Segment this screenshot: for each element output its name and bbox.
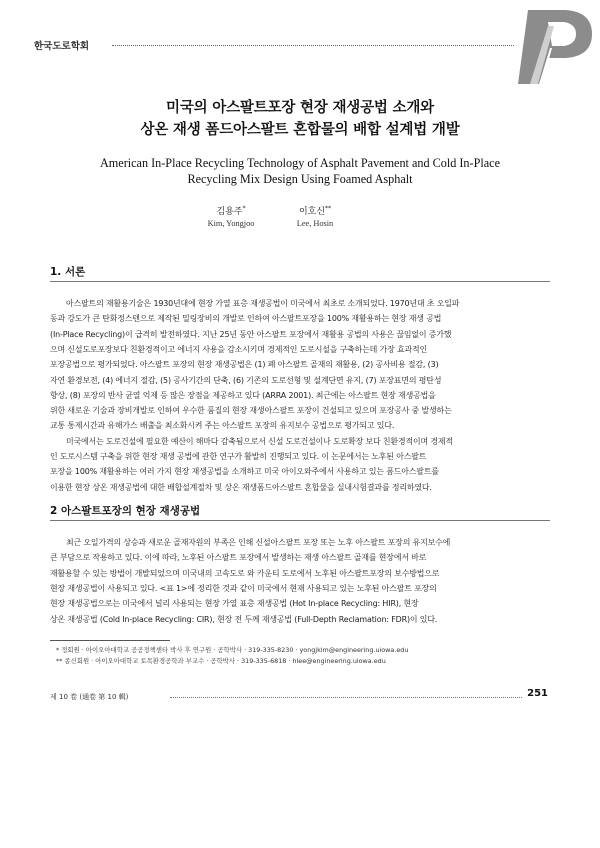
section-2-heading: 2 아스팔트포장의 현장 재생공법 xyxy=(50,505,201,517)
footnote-rule xyxy=(50,640,170,641)
author-2-english-name: Lee, Hosin xyxy=(296,219,334,228)
body-text-line: 교통 통제시간과 유해가스 배출을 최소화시켜 주는 아스팔트 포장의 유지보수 공법으로 평가되고 있다. xyxy=(50,421,395,431)
journal-society-name: 한국도로학회 xyxy=(34,41,90,52)
english-title-line-2: Recycling Mix Design Using Foamed Asphalt xyxy=(187,172,413,186)
author-1-english-name: Kim, Yongjoo xyxy=(207,219,255,228)
body-text-line: 포장을 100% 재활용하는 여러 가지 현장 재생공법을 소개하고 미국 아이오와주에서 사용하고 있는 폼드아스팔트를 xyxy=(50,467,439,477)
footer-dotted-rule xyxy=(170,697,522,698)
body-text-line: 미국에서는 도로건설에 필요한 예산이 해마다 감축됨으로서 신설 도로건설이나 도로확장 보다 친환경적이며 경제적 xyxy=(66,436,453,446)
header-dotted-rule xyxy=(112,45,514,46)
author-1-footnote-mark: * xyxy=(242,205,246,212)
section-1-rule xyxy=(50,281,550,282)
body-text-line: 아스팔트의 재활용기술은 1930년대에 현장 가열 표층 재생공법이 미국에서 최초로 소개되었다. 1970년대 초 오일파 xyxy=(66,299,460,308)
author-2-footnote-mark: ** xyxy=(325,205,332,212)
section-2-rule xyxy=(50,520,550,521)
body-text-line: 현장 재생공법이 사용되고 있다. <표 1>에 정리한 것과 같이 미국에서 현재 사용되고 있는 노후된 아스팔트 포장의 xyxy=(50,583,437,593)
body-text-line: 이용한 현장 상온 재생공법에 대한 배합설계절차 및 상온 재생폼드아스팔트 혼합물을 실내시험결과를 정리하였다. xyxy=(50,482,432,492)
body-text-line: 큰 부담으로 작용하고 있다. 이에 따라, 노후된 아스팔트 포장에서 발생하는 재생 아스팔트 골재를 현장에서 바로 xyxy=(50,553,427,563)
body-text-line: 동과 강도가 큰 탄화정스텐으로 제작된 밀링장비의 개발로 인하여 아스팔트포장을 100% 재활용하는 현장 재생 공법 xyxy=(50,314,442,324)
korean-title-line-1: 미국의 아스팔트포장 현장 재생공법 소개와 xyxy=(166,100,434,116)
body-text-line: 최근 오일가격의 상승과 새로운 골재자원의 부족은 인해 신설아스팔트 포장 또는 노후 아스팔트 포장의 유지보수에 xyxy=(66,538,451,547)
footnote-author-2: ** 종신회원 · 아이오아대학교 토목환경공학과 부교수 · 공학박사 · 319-335-6818 · hlee@engineering.uiowa.edu xyxy=(56,657,386,665)
author-2-korean-name: 이호신 xyxy=(298,207,326,217)
body-text-line: 위한 새로운 기술과 장비개발로 인하여 우수한 품질의 현장 재생아스팔트 포장이 건설되고 있으며 포장공사 중 발생하는 xyxy=(50,406,452,416)
journal-logo-icon xyxy=(508,4,600,86)
body-text-line: 현장 재생공법으로는 미국에서 널리 사용되는 현장 가열 표층 재생공법 (Hot In-place Recycling: HIR), 현장 xyxy=(50,599,419,609)
author-2 xyxy=(270,204,360,228)
body-text-line: 상온 재생공법 (Cold In-place Recycling: CIR), 현장 전 두께 재생공법 (Full-Depth Reclamation: FDR)이 있다. xyxy=(50,614,438,624)
korean-title-line-2: 상온 재생 폼드아스팔트 혼합물의 배합 설계법 개발 xyxy=(140,122,460,138)
body-text-line: 으며 신설도로포장보다 친환경적이고 에너지 사용을 감소시키며 경제적인 도로시설을 구축하는데 가장 효과적인 xyxy=(50,344,428,354)
author-1-korean-name: 김용주 xyxy=(216,207,243,217)
body-text-line: (In-Place Recycling)이 급격히 발전하였다. 지난 25년 동안 아스팔트 포장에서 재활용 공법의 사용은 끊임없이 증가했 xyxy=(50,329,452,339)
body-text-line: 향상, (8) 포장의 반사 균열 억제 등 많은 장점을 제공하고 있다 (ARRA 2001). 최근에는 아스팔트 현장 재생공법을 xyxy=(50,390,436,400)
body-text-line: 재활용할 수 있는 방법이 개발되었으며 미국내의 고속도로 와 카운티 도로에서 노후된 아스팔트포장의 보수방법으로 xyxy=(50,568,440,578)
body-text-line: 자연 환경보전, (4) 에너지 절감, (5) 공사기간의 단축, (6) 기존의 도로선형 및 설계단면 유지, (7) 포장표면의 평탄성 xyxy=(50,375,442,385)
footnote-author-1: * 정회원 · 아이오아대학교 공공정책센타 박사 후 연구원 · 공학박사 · 319-335-8230 · yongjkim@engineering.uiowa.edu xyxy=(56,646,409,654)
page-number: 251 xyxy=(527,688,548,699)
body-text-line: 인 도로시스템 구축을 위한 현장 재생 공법에 관한 연구가 활발히 진행되고 있다. 이 논문에서는 노후된 아스팔트 xyxy=(50,452,427,461)
english-title-line-1: American In-Place Recycling Technology of Asphalt Pavement and Cold In-Place xyxy=(100,156,500,170)
journal-volume: 제 10 卷 (通卷 第 10 輯) xyxy=(50,693,129,701)
author-1 xyxy=(186,204,276,228)
section-1-heading: 1. 서론 xyxy=(50,266,86,278)
body-text-line: 포장공법으로 평가되었다. 아스팔트 포장의 현장 재생공법은 (1) 폐 아스팔트 골재의 재활용, (2) 공사비용 절감, (3) xyxy=(50,360,439,370)
